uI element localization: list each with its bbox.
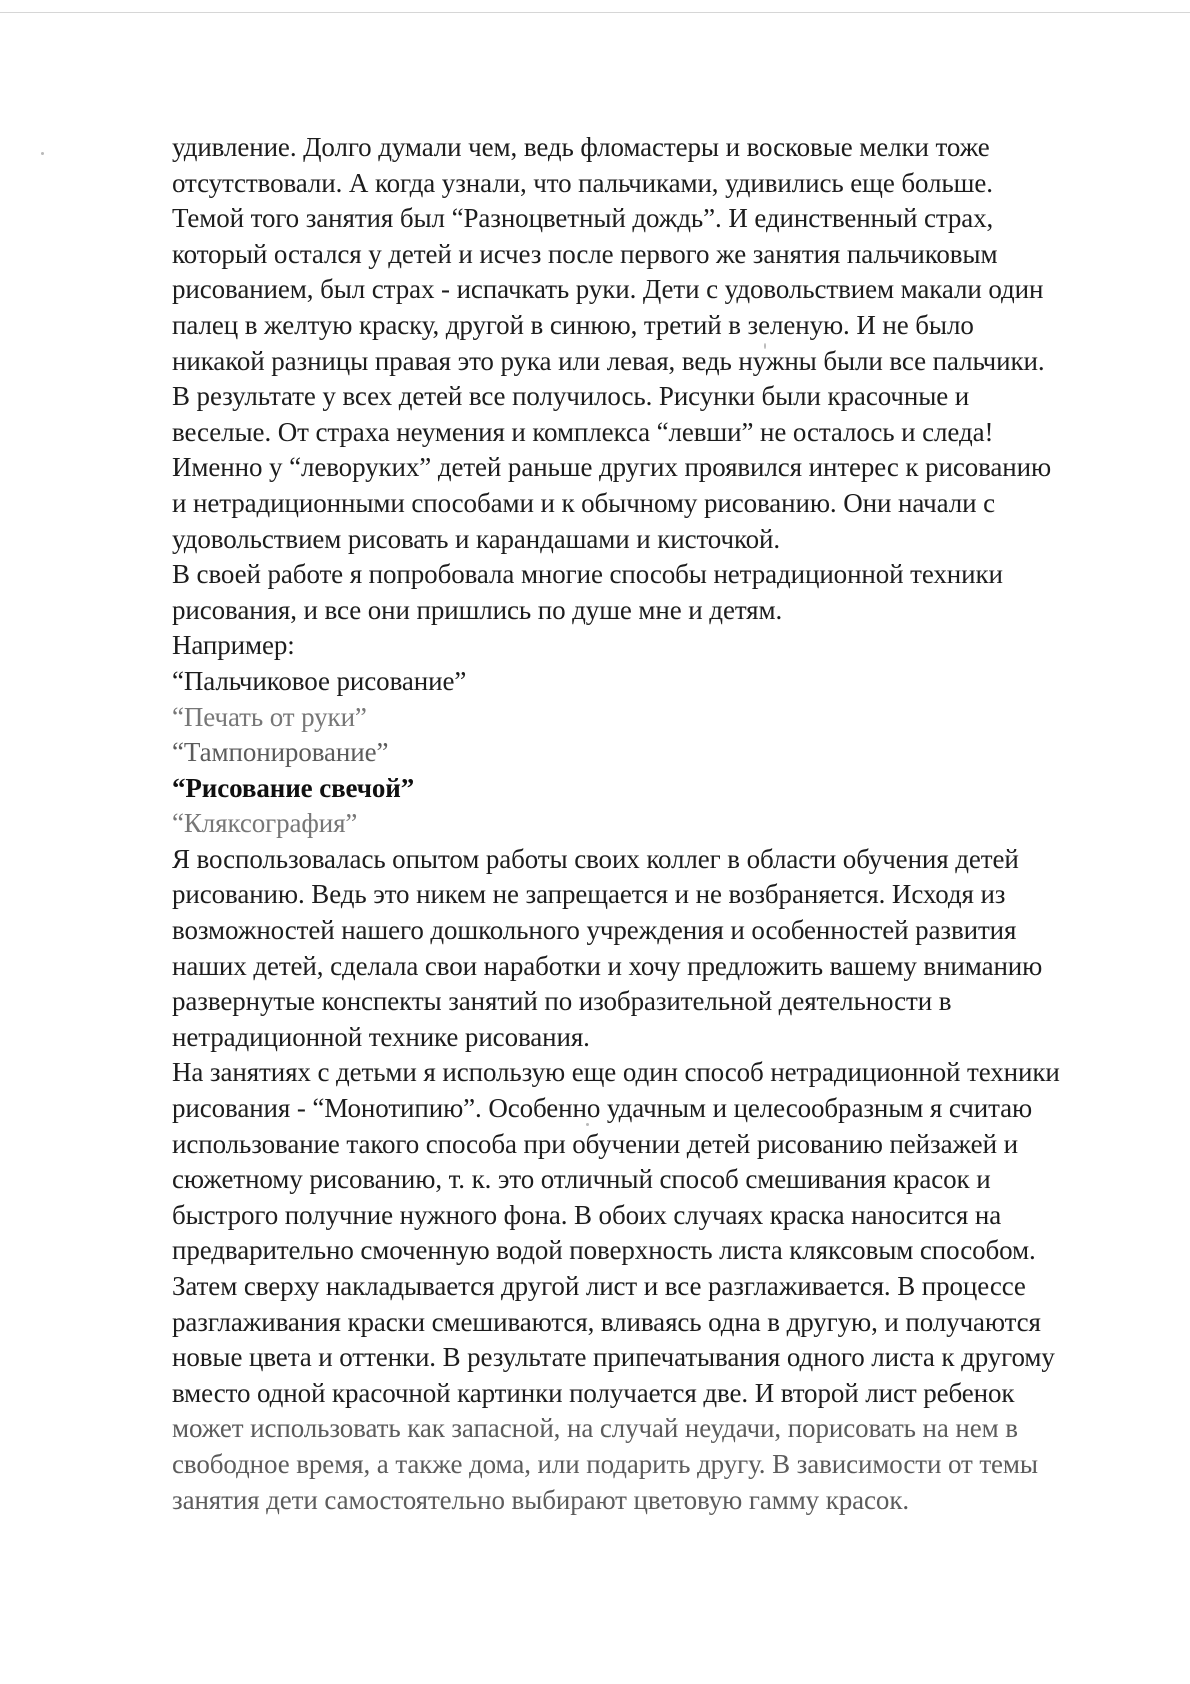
- scan-speck: [41, 152, 44, 155]
- text-line: вместо одной красочной картинки получается две. И второй лист ребенок: [172, 1377, 1015, 1408]
- text-line: и нетрадиционными способами и к обычному рисованию. Они начали с: [172, 487, 995, 518]
- text-line: который остался у детей и исчез после первого же занятия пальчиковым: [172, 238, 998, 269]
- text-line: удивление. Долго думали чем, ведь фломастеры и восковые мелки тоже: [172, 132, 990, 162]
- text-line: разглаживания краски смешиваются, вливаясь одна в другую, и получаются: [172, 1306, 1041, 1337]
- list-item: “Тампонирование”: [172, 737, 389, 768]
- text-line: палец в желтую краску, другой в синюю, третий в зеленую. И не было: [172, 309, 974, 340]
- text-line: В результате у всех детей все получилось. Рисунки были красочные и: [172, 381, 970, 412]
- text-line: никакой разницы правая это рука или левая, ведь нужны были все пальчики.: [172, 345, 1045, 376]
- text-line: наших детей, сделала свои наработки и хочу предложить вашему вниманию: [172, 950, 1043, 981]
- list-item: “Пальчиковое рисование”: [172, 665, 467, 696]
- text-line: возможностей нашего дошкольного учреждения и особенностей развития: [172, 915, 1017, 946]
- text-line: развернутые конспекты занятий по изобразительной деятельности в: [172, 986, 952, 1017]
- text-line: предварительно смоченную водой поверхность листа кляксовым способом.: [172, 1235, 1036, 1266]
- text-line: новые цвета и оттенки. В результате припечатывания одного листа к другому: [172, 1342, 1055, 1373]
- text-line: быстрого получние нужного фона. В обоих случаях краска наносится на: [172, 1199, 1002, 1230]
- text-line: рисованием, был страх - испачкать руки. Дети с удовольствием макали один: [172, 274, 1044, 305]
- scan-top-edge: [0, 12, 1190, 13]
- text-line: Затем сверху накладывается другой лист и все разглаживается. В процессе: [172, 1271, 1026, 1301]
- text-line: рисования, и все они пришлись по душе мне и детям.: [172, 594, 783, 625]
- list-item: “Кляксография”: [172, 808, 358, 839]
- list-item: “Печать от руки”: [172, 701, 367, 732]
- text-line: удовольствием рисовать и карандашами и кисточкой.: [172, 523, 781, 554]
- text-line: В своей работе я попробовала многие способы нетрадиционной техники: [172, 559, 1003, 590]
- text-line: рисования - “Монотипию”. Особенно удачным и целесообразным я считаю: [172, 1093, 1033, 1124]
- text-line: нетрадиционной технике рисования.: [172, 1021, 590, 1052]
- text-line: занятия дети самостоятельно выбирают цветовую гамму красок.: [172, 1484, 909, 1515]
- text-line: веселые. От страха неумения и комплекса “левши” не осталось и следа!: [172, 416, 994, 447]
- text-line: Я воспользовалась опытом работы своих коллег в области обучения детей: [172, 843, 1019, 874]
- text-line: рисованию. Ведь это никем не запрещается и не возбраняется. Исходя из: [172, 879, 1006, 910]
- text-line: сюжетному рисованию, т. к. это отличный способ смешивания красок и: [172, 1164, 991, 1195]
- text-line: использование такого способа при обучении детей рисованию пейзажей и: [172, 1128, 1018, 1159]
- text-line: Например:: [172, 630, 295, 661]
- text-line: Именно у “леворуких” детей раньше других проявился интерес к рисованию: [172, 452, 1052, 483]
- text-line: отсутствовали. А когда узнали, что пальчиками, удивились еще больше.: [172, 167, 993, 198]
- text-line: На занятиях с детьми я использую еще один способ нетрадиционной техники: [172, 1057, 1060, 1088]
- text-line: может использовать как запасной, на случай неудачи, порисовать на нем в: [172, 1413, 1018, 1444]
- text-line: свободное время, а также дома, или подарить другу. В зависимости от темы: [172, 1448, 1038, 1479]
- list-item: “Рисование свечой”: [172, 772, 415, 803]
- document-body: [172, 130, 1132, 1518]
- text-line: Темой того занятия был “Разноцветный дождь”. И единственный страх,: [172, 203, 994, 234]
